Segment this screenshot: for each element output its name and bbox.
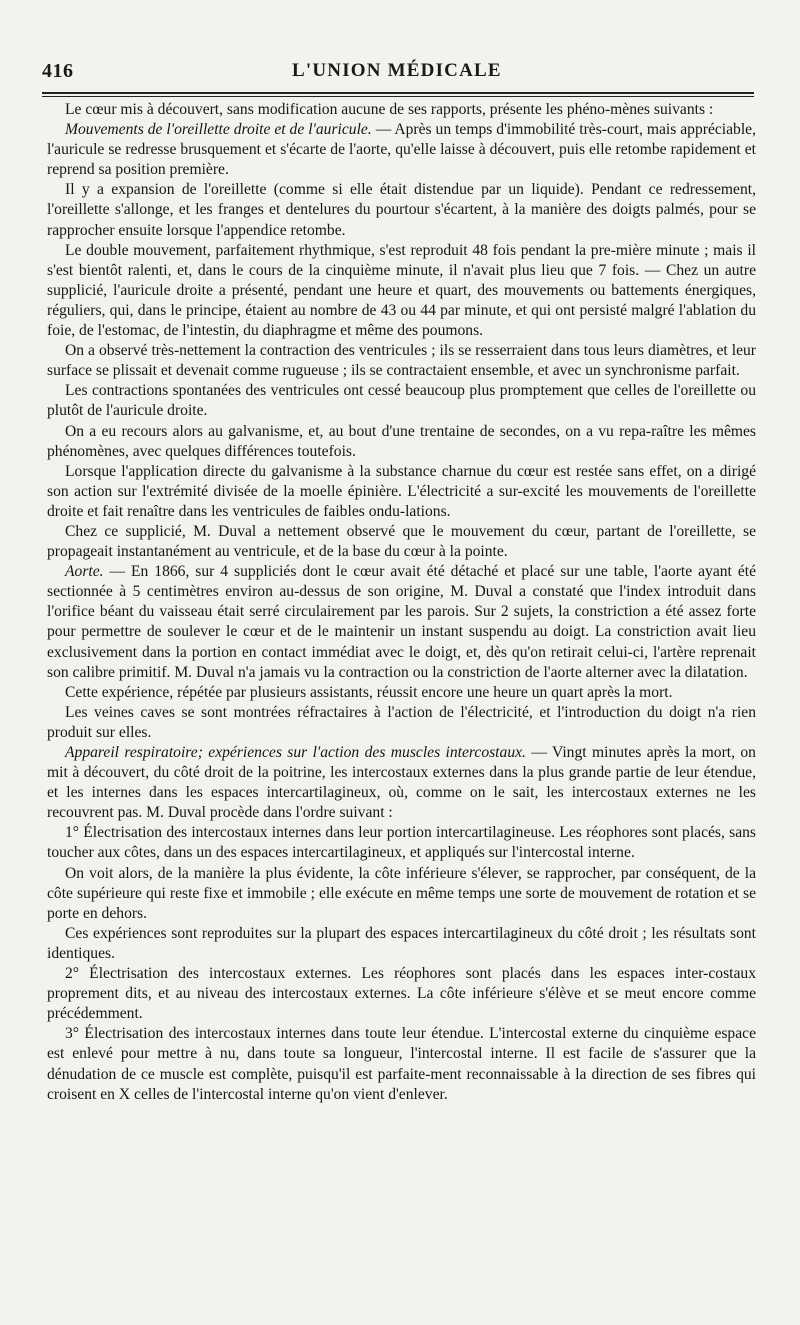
- article-body: [47, 100, 756, 1105]
- paragraph: Les veines caves se sont montrées réfractaires à l'action de l'électricité, et l'introduction du doigt n'a rien produit sur elles.: [47, 703, 756, 741]
- paragraph: On a observé très-nettement la contraction des ventricules ; ils se resserraient dans tous leurs diamètres, et leur surface se plissait et devenait comme rugueuse ; ils se contractaient ensemble, et avec un synchronisme parfait.: [47, 342, 756, 380]
- paragraph: Le cœur mis à découvert, sans modification aucune de ses rapports, présente les phéno-mènes suivants :: [65, 101, 714, 118]
- paragraph: 1° Électrisation des intercostaux internes dans leur portion intercartilagineuse. Les réophores sont placés, sans toucher aux côtes, dans un des espaces intercartilagineux, et appliqués sur l'intercostal interne.: [47, 824, 756, 862]
- section-heading: Appareil respiratoire; expériences sur l'action des muscles intercostaux.: [65, 744, 526, 761]
- page-number: 416: [42, 60, 74, 82]
- paragraph: Aorte. — En 1866, sur 4 suppliciés dont le cœur avait été détaché et placé sur une table, l'aorte ayant été sectionnée à 5 centimètres environ au-dessus de son origine, M. Duval a constaté que l'index introduit dans l'orifice béant du vaisseau était serré circulairement par les parois. Sur 2 sujets, la constriction a été assez forte pour permettre de soulever le cœur et de le maintenir un instant suspendu au doigt. La constriction avait lieu exclusivement dans la portion en contact immédiat avec le doigt, et, dès qu'on retirait celui-ci, l'artère reprenait son calibre primitif. M. Duval n'a jamais vu la contraction ou la constriction de l'aorte alterner avec la dilatation.: [47, 563, 756, 681]
- section-heading: Mouvements de l'oreillette droite et de l'auricule.: [65, 121, 372, 139]
- running-head: [42, 58, 752, 88]
- header-rule: [42, 92, 754, 97]
- paragraph: Mouvements de l'oreillette droite et de l'auricule. — Après un temps d'immobilité très-court, mais appréciable, l'auricule se redresse brusquement et s'écarte de l'aorte, qu'elle laisse à découvert, puis elle retombe rapidement et reprend sa position première.: [47, 121, 757, 179]
- paragraph: Les contractions spontanées des ventricules ont cessé beaucoup plus promptement que celles de l'oreillette ou plutôt de l'auricule droite.: [47, 382, 756, 420]
- section-heading: Aorte.: [65, 563, 104, 581]
- paragraph: Cette expérience, répétée par plusieurs assistants, réussit encore une heure un quart après la mort.: [65, 683, 673, 701]
- paragraph: On a eu recours alors au galvanisme, et, au bout d'une trentaine de secondes, on a vu repa-raître les mêmes phénomènes, avec quelques différences toutefois.: [47, 422, 756, 460]
- paragraph: Appareil respiratoire; expériences sur l'action des muscles intercostaux. — Vingt minutes après la mort, on mit à découvert, du côté droit de la poitrine, les intercostaux externes dans la plus grande partie de leur étendue, et les internes dans les espaces intercartilagineux, où, comme on le sait, les intercostaux externes ne les recouvrent pas. M. Duval procède dans l'ordre suivant :: [47, 744, 756, 822]
- paragraph: 3° Électrisation des intercostaux internes dans toute leur étendue. L'intercostal externe du cinquième espace est enlevé pour mettre à nu, dans toute sa longueur, l'intercostal interne. Il est facile de s'assurer que la dénudation de ce muscle est complète, puisqu'il est parfaite-ment reconnaissable à la direction de ses fibres qui croisent en X celles de l'intercostal interne qu'on vient d'enlever.: [47, 1025, 756, 1103]
- paragraph: Le double mouvement, parfaitement rhythmique, s'est reproduit 48 fois pendant la pre-mière minute ; mais il s'est bientôt ralenti, et, dans le cours de la cinquième minute, il n'avait plus lieu que 7 fois. — Chez un autre supplicié, l'auricule droite a présenté, pendant une heure et quart, des mouvements ou battements énergiques, réguliers, qui, dans le principe, étaient au nombre de 43 ou 44 par minute, et qui ont persisté malgré l'ablation du foie, de l'estomac, de l'intestin, du diaphragme et même des poumons.: [47, 241, 756, 340]
- paragraph: Il y a expansion de l'oreillette (comme si elle était distendue par un liquide). Pendant ce redressement, l'oreillette s'allonge, et les franges et dentelures du pourtour s'écartent, à la manière des doigts palmés, pour se rapprocher ensuite lorsque l'appendice retombe.: [47, 181, 756, 239]
- paragraph: Chez ce supplicié, M. Duval a nettement observé que le mouvement du cœur, partant de l'oreillette, se propageait instantanément au ventricule, et de la base du cœur à la pointe.: [47, 522, 756, 561]
- paragraph: Ces expériences sont reproduites sur la plupart des espaces intercartilagineux du côté droit ; les résultats sont identiques.: [47, 924, 756, 962]
- paragraph: On voit alors, de la manière la plus évidente, la côte inférieure s'élever, se rapprocher, par conséquent, de la côte supérieure qui reste fixe et immobile ; elle exécute en même temps une sorte de mouvement de rotation et se porte en dehors.: [47, 864, 756, 922]
- paragraph: Lorsque l'application directe du galvanisme à la substance charnue du cœur est restée sans effet, on a dirigé son action sur l'extrémité divisée de la moelle épinière. L'électricité a sur-excité les mouvements de l'oreillette droite et fait renaître dans les ventricules de faibles ondu-lations.: [47, 462, 756, 520]
- journal-title: L'UNION MÉDICALE: [292, 60, 502, 81]
- paragraph: 2° Électrisation des intercostaux externes. Les réophores sont placés dans les espaces inter-costaux proprement dits, et au niveau des intercostaux externes. La côte inférieure s'élève et se meut encore comme précédemment.: [47, 965, 756, 1023]
